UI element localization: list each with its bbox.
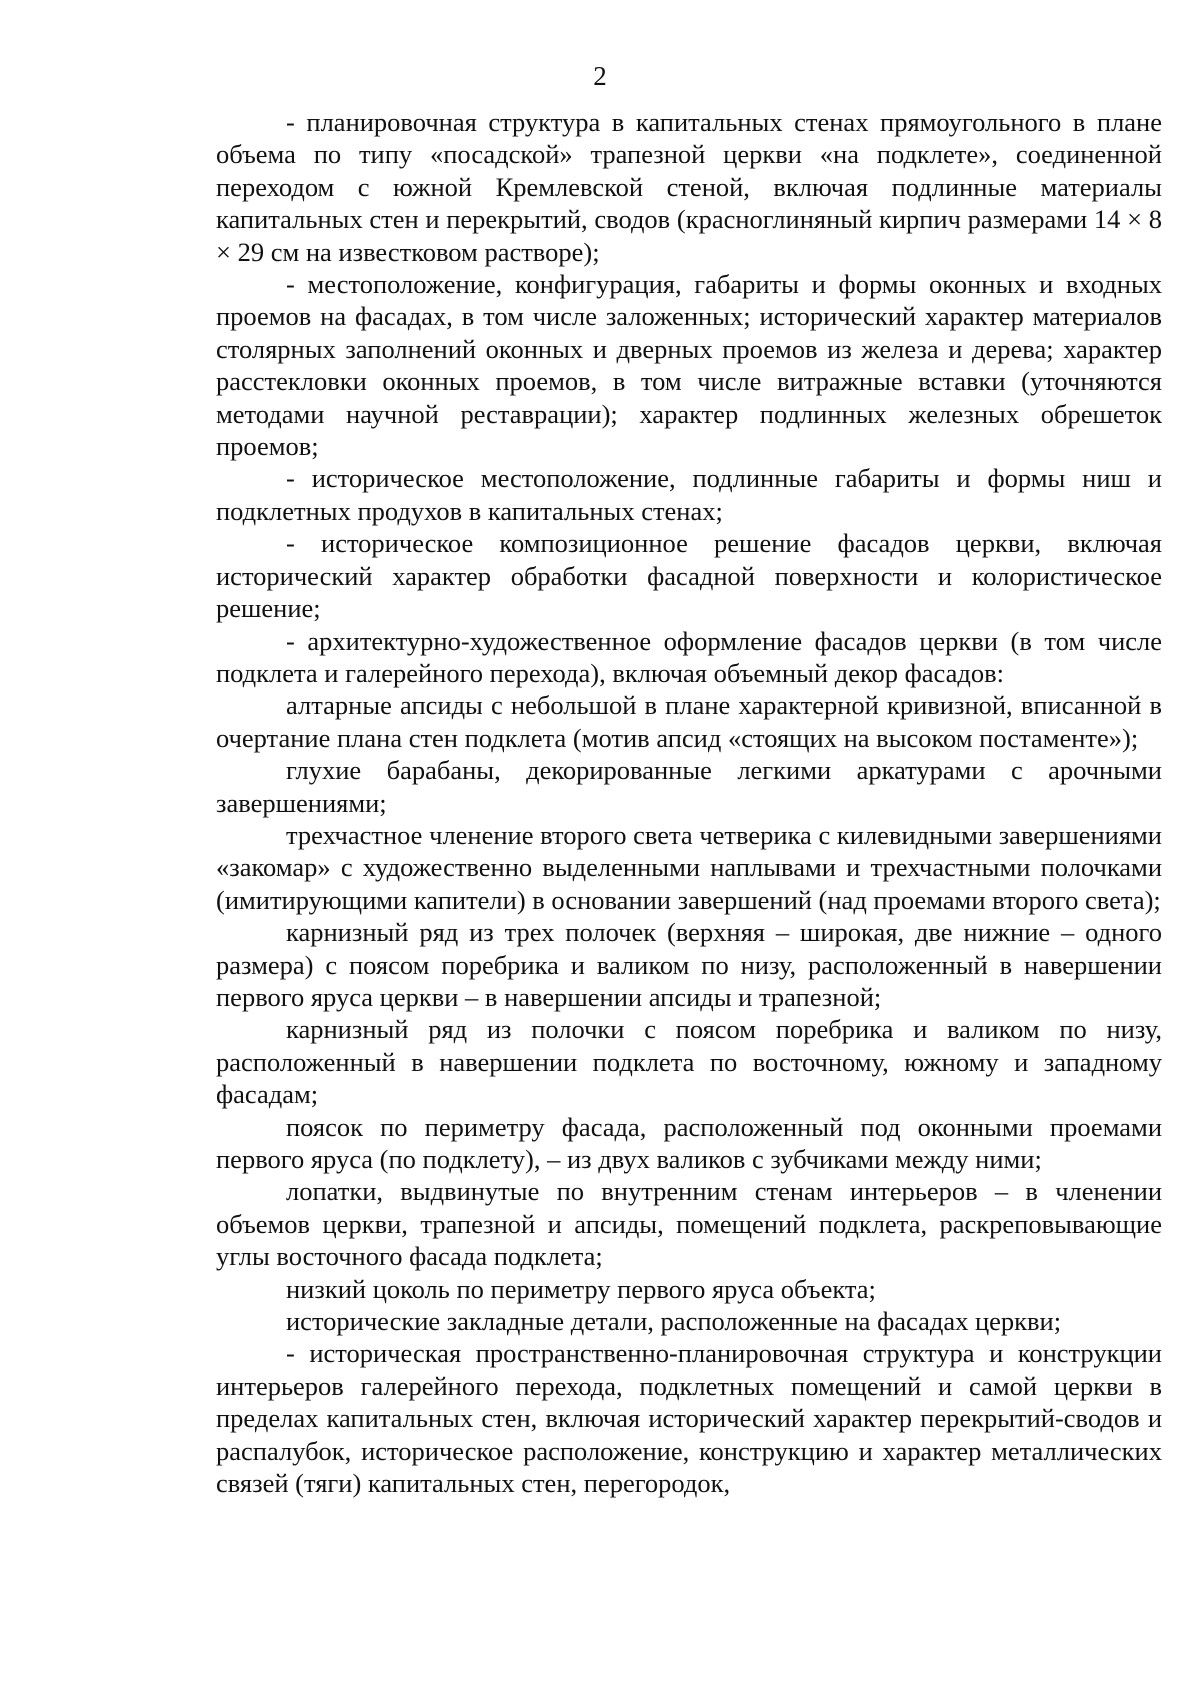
paragraph-niches: - историческое местоположение, подлинные габариты и формы ниш и подклетных продухов в капитальных стенах;: [216, 463, 1162, 526]
paragraph-planning-structure: - планировочная структура в капитальных стенах прямоугольного в плане объема по типу «посадской» трапезной церкви «на подклете», соединенной переходом с южной Кремлевской стеной, включая подлинные материалы капитальных стен и перекрытий, сводов (красноглиняный кирпич размерами 14 × 8 × 29 см на известковом растворе);: [216, 107, 1162, 267]
paragraph-embedded-details: исторические закладные детали, расположенные на фасадах церкви;: [286, 1306, 1062, 1337]
paragraph-pilasters: лопатки, выдвинутые по внутренним стенам интерьеров – в членении объемов церкви, трапезной и апсиды, помещений подклета, раскреповывающие углы восточного фасада подклета;: [216, 1176, 1162, 1272]
paragraph-belt: поясок по периметру фасада, расположенный под оконными проемами первого яруса (по подклету), – из двух валиков с зубчиками между ними;: [216, 1111, 1162, 1174]
paragraph-plinth: низкий цоколь по периметру первого яруса объекта;: [286, 1273, 876, 1304]
paragraph-interior-structure: - историческая пространственно-планировочная структура и конструкции интерьеров галерейного перехода, подклетных помещений и самой церкви в пределах капитальных стен, включая исторический характер перекрытий-сводов и распалубок, историческое расположение, конструкцию и характер металлических связей (тяги) капитальных стен, перегородок,: [216, 1338, 1162, 1499]
paragraph-drums: глухие барабаны, декорированные легкими аркатурами с арочными завершениями;: [216, 755, 1162, 818]
paragraph-facade-decoration: - архитектурно-художественное оформление фасадов церкви (в том числе подклета и галерейного перехода), включая объемный декор фасадов:: [216, 625, 1162, 688]
paragraph-apses: алтарные апсиды с небольшой в плане характерной кривизной, вписанной в очертание плана стен подклета (мотив апсид «стоящих на высоком постаменте»);: [216, 690, 1162, 753]
paragraph-window-openings: - местоположение, конфигурация, габариты и формы оконных и входных проемов на фасадах, в том числе заложенных; исторический характер материалов столярных заполнений оконных и дверных проемов из железа и дерева; характер расстекловки оконных проемов, в том числе витражные вставки (уточняются методами научной реставрации); характер подлинных железных обрешеток проемов;: [216, 269, 1162, 462]
paragraph-chetverik: трехчастное членение второго света четверика с килевидными завершениями «закомар» с художественно выделенными наплывами и трехчастными полочками (имитирующими капители) в основании завершений (над проемами второго света);: [216, 819, 1162, 915]
page-number: 2: [593, 61, 607, 91]
document-body: [216, 106, 1162, 1499]
paragraph-facade-composition: - историческое композиционное решение фасадов церкви, включая исторический характер обработки фасадной поверхности и колористическое решение;: [216, 528, 1162, 624]
paragraph-cornice-podklet: карнизный ряд из полочки с поясом поребрика и валиком по низу, расположенный в навершении подклета по восточному, южному и западному фасадам;: [216, 1014, 1162, 1110]
paragraph-cornice-three-shelves: карнизный ряд из трех полочек (верхняя – широкая, две нижние – одного размера) с поясом поребрика и валиком по низу, расположенный в навершении первого яруса церкви – в навершении апсиды и трапезной;: [216, 917, 1162, 1012]
